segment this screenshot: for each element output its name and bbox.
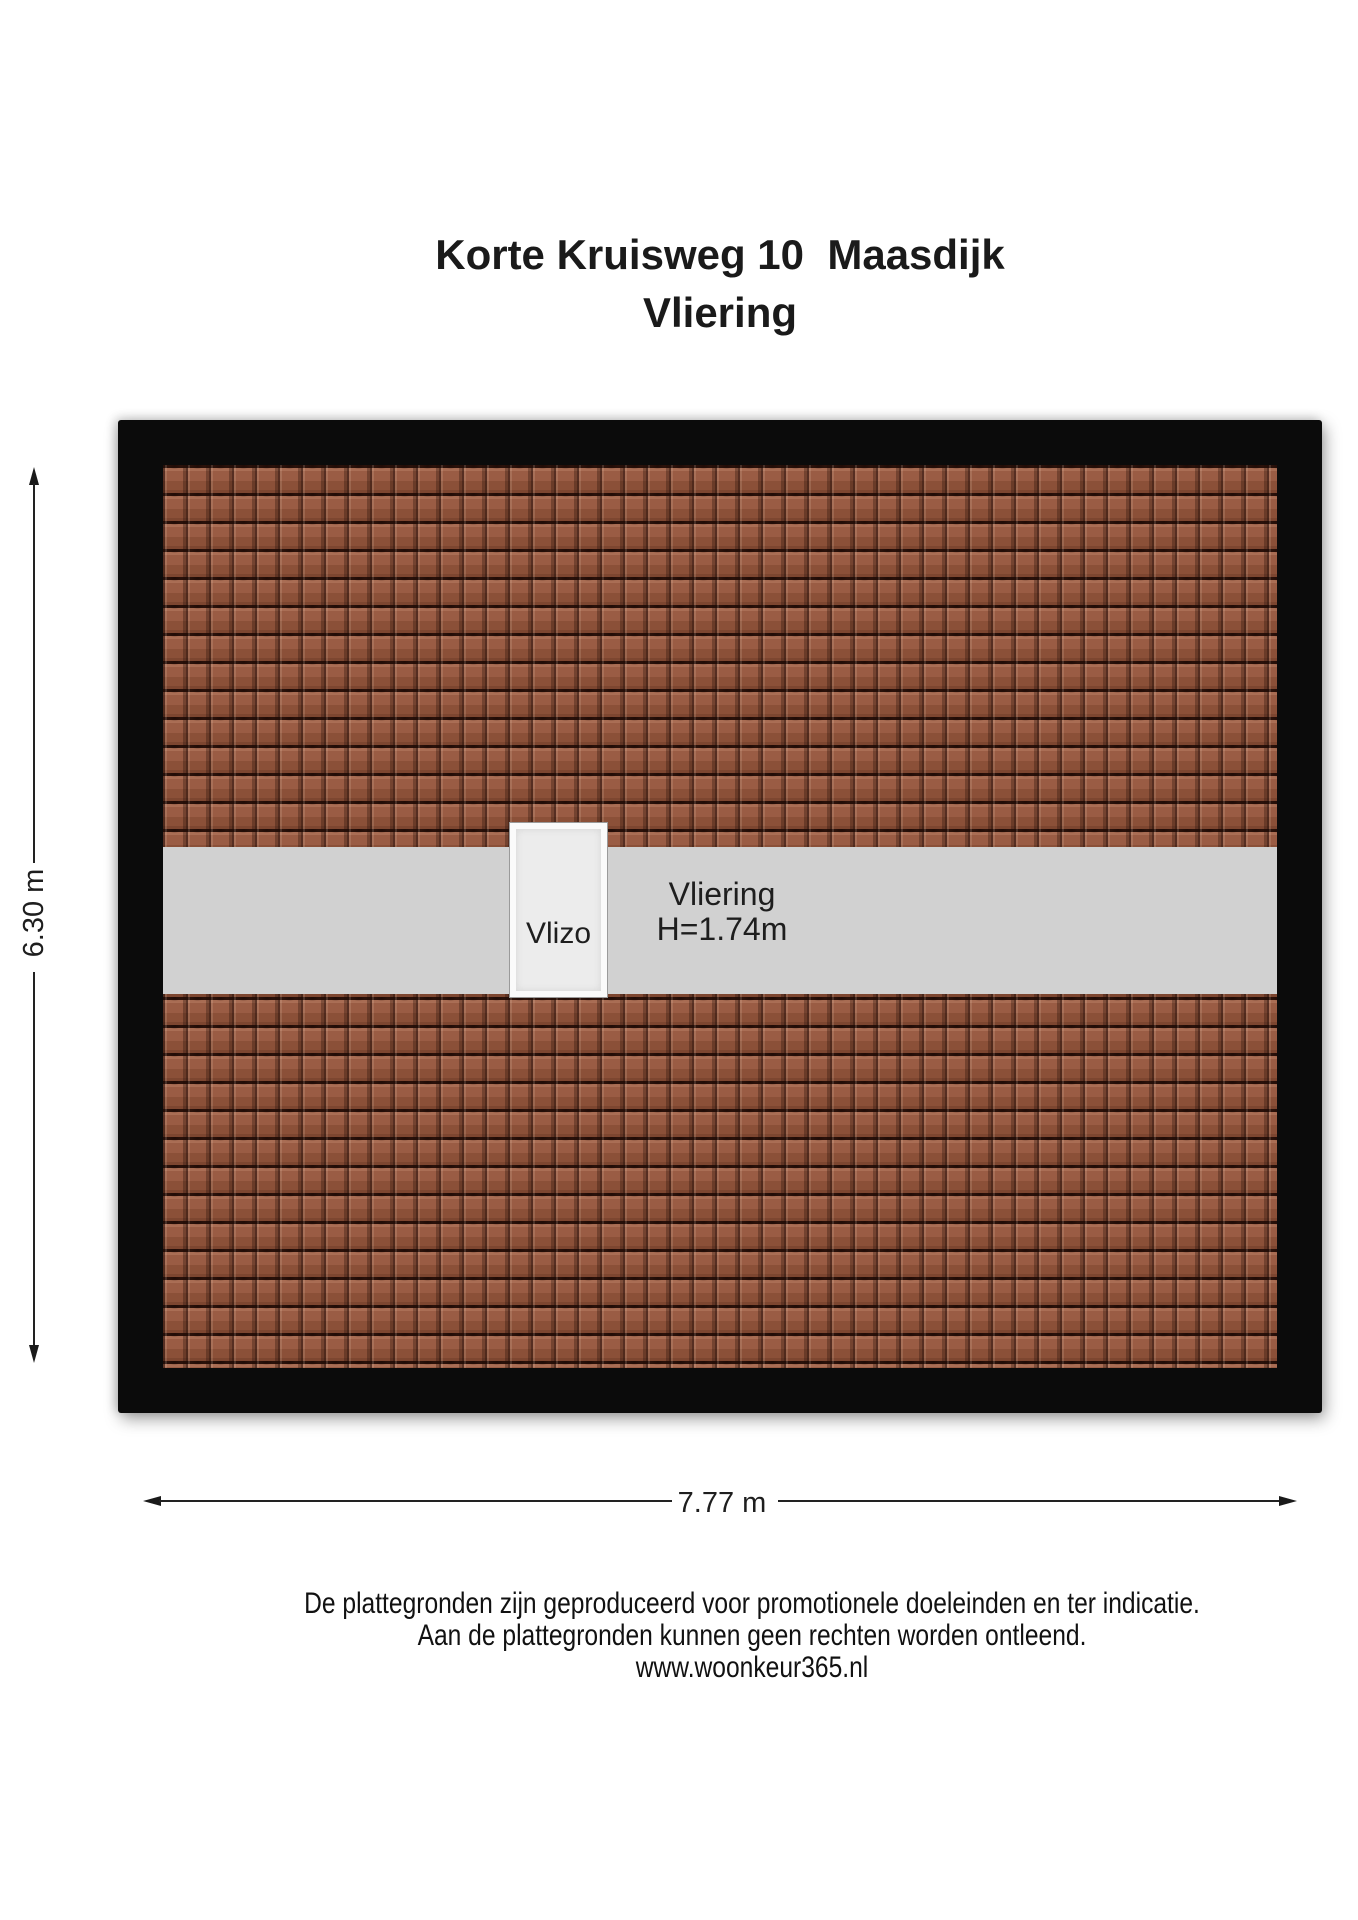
room-height: H=1.74m <box>656 911 788 947</box>
width-dimension-line-right <box>778 1500 1281 1502</box>
website-url: www.woonkeur365.nl <box>635 1651 869 1684</box>
width-dimension-line-left <box>159 1500 672 1502</box>
vlizo-hatch-label: Vlizo <box>525 917 592 950</box>
disclaimer-line-1: De plattegronden zijn geproduceerd voor promotionele doeleinden en ter indicatie. <box>304 1587 1200 1620</box>
floorplan-drawing <box>118 420 1322 1413</box>
room-label <box>622 877 822 947</box>
room-name: Vliering <box>668 876 776 912</box>
arrow-right-icon <box>1279 1496 1297 1506</box>
height-dimension-line-top <box>33 483 35 863</box>
arrow-down-icon <box>29 1345 39 1363</box>
roof-tiles-texture <box>163 465 1277 1368</box>
vlizo-hatch <box>510 823 607 997</box>
page-title <box>118 226 1322 342</box>
width-dimension-label: 7.77 m <box>677 1487 767 1519</box>
height-dimension-label: 6.30 m <box>18 868 50 958</box>
title-floor-name: Vliering <box>642 289 798 336</box>
title-address: Korte Kruisweg 10 Maasdijk <box>435 231 1005 278</box>
disclaimer-line-2: Aan de plattegronden kunnen geen rechten worden ontleend. <box>417 1619 1087 1652</box>
height-dimension-line-bottom <box>33 972 35 1345</box>
footer-disclaimer <box>255 1588 1249 1684</box>
